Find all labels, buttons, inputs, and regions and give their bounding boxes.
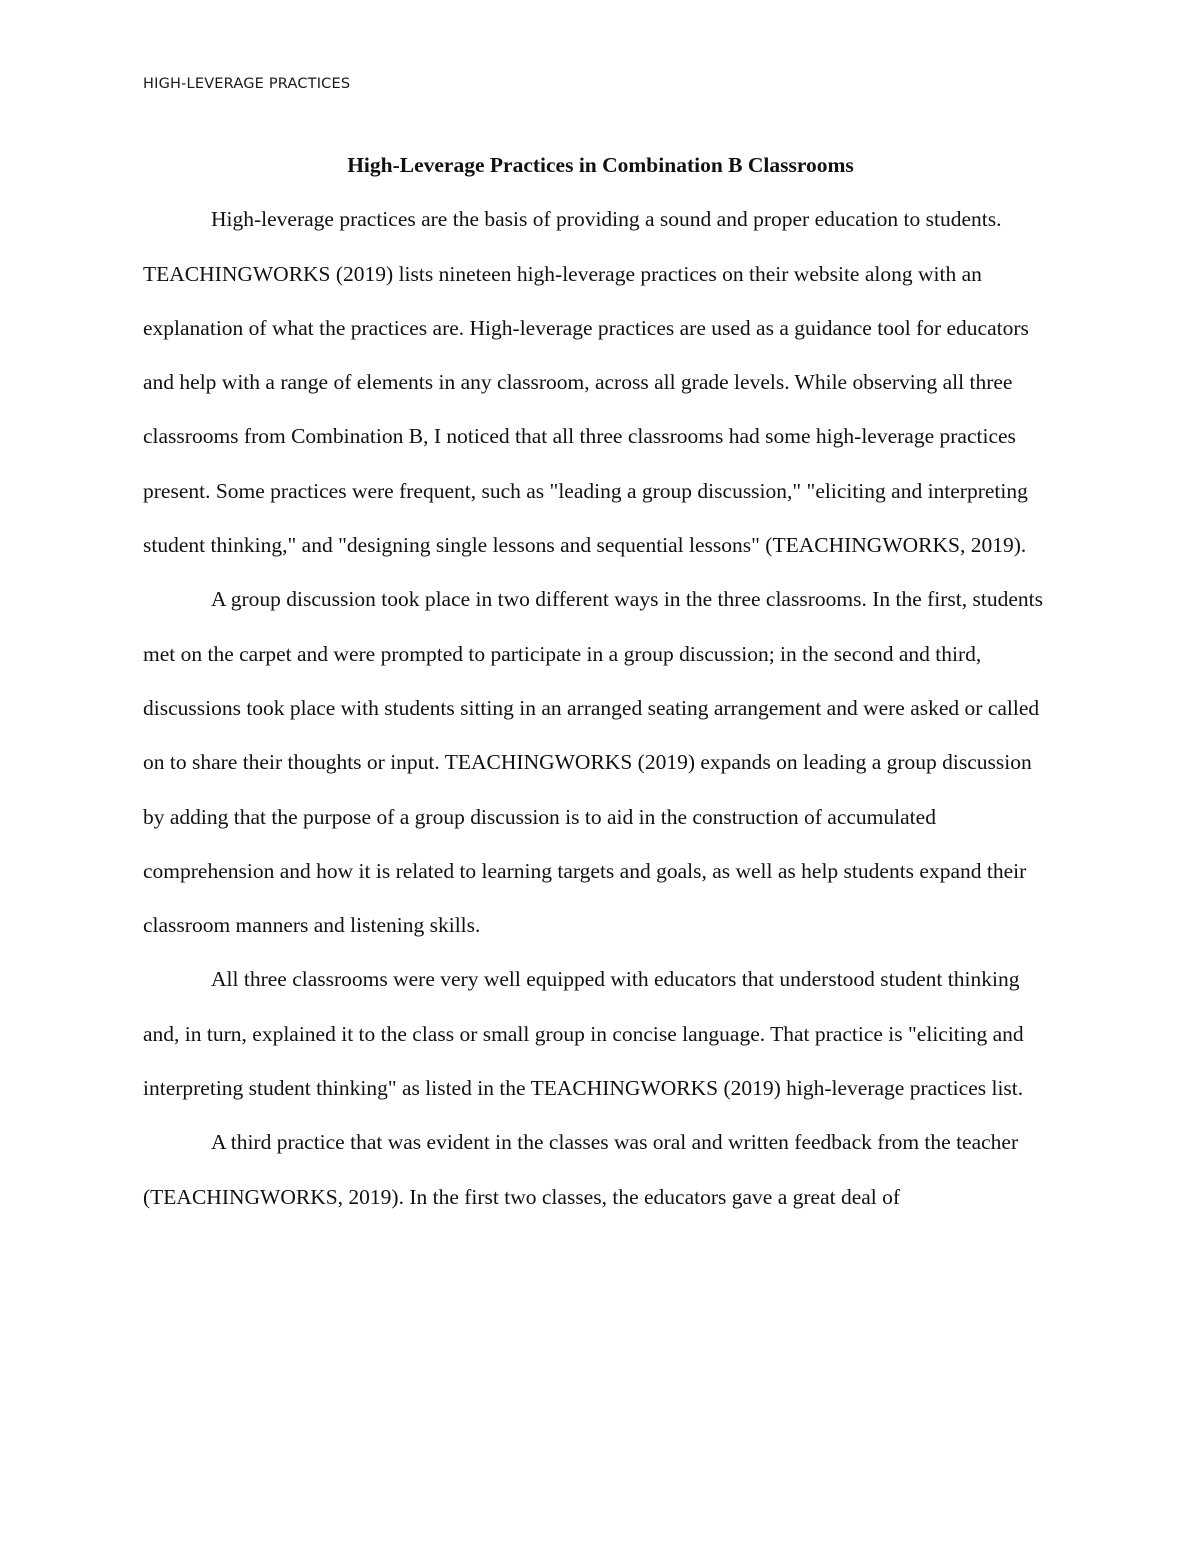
- paragraph-1: High-leverage practices are the basis of providing a sound and proper education to students. TEACHINGWORKS (2019) lists nineteen high-leverage practices on their website along with an explanation of what the practices are. High-leverage practices are used as a guidance tool for educators and help with a range of elements in any classroom, across all grade levels. While observing all three classrooms from Combination B, I noticed that all three classrooms had some high-leverage practices present. Some practices were frequent, such as "leading a group discussion," "eliciting and interpreting student thinking," and "designing single lessons and sequential lessons" (TEACHINGWORKS, 2019).: [143, 207, 1029, 558]
- paragraph-4: A third practice that was evident in the classes was oral and written feedback from the teacher (TEACHINGWORKS, 2019). In the first two classes, the educators gave a great deal of: [143, 1130, 1019, 1209]
- running-head: HIGH-LEVERAGE PRACTICES: [143, 76, 351, 92]
- document-body: [143, 138, 1058, 1224]
- document-title: High-Leverage Practices in Combination B Classrooms: [347, 153, 854, 177]
- paragraph-3: All three classrooms were very well equipped with educators that understood student thinking and, in turn, explained it to the class or small group in concise language. That practice is "eliciting and interpreting student thinking" as listed in the TEACHINGWORKS (2019) high-leverage practices list.: [143, 967, 1024, 1101]
- paragraph-2: A group discussion took place in two different ways in the three classrooms. In the first, students met on the carpet and were prompted to participate in a group discussion; in the second and third, discussions took place with students sitting in an arranged seating arrangement and were asked or called on to share their thoughts or input. TEACHINGWORKS (2019) expands on leading a group discussion by adding that the purpose of a group discussion is to aid in the construction of accumulated comprehension and how it is related to learning targets and goals, as well as help students expand their classroom manners and listening skills.: [143, 587, 1043, 938]
